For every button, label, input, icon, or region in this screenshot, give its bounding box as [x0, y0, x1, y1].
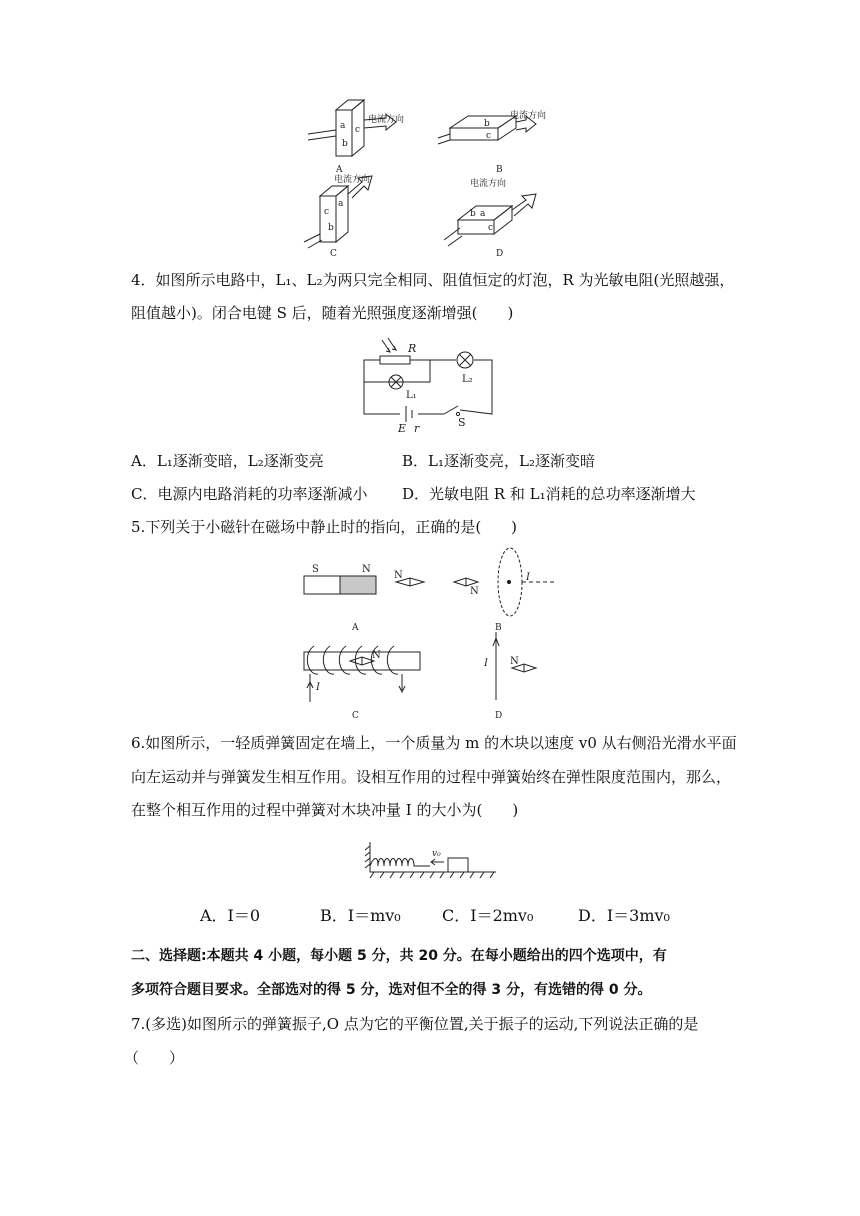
- q4-label-r-resistor: R: [408, 342, 417, 355]
- q5-label-b: B: [495, 623, 502, 633]
- q6-fig-v0: v₀: [432, 849, 441, 859]
- q5-a-needle-n: N: [394, 570, 403, 581]
- q4-stem-line1: 4．如图所示电路中，L₁、L₂为两只完全相同、阻值恒定的灯泡，R 为光敏电阻(光照越强，: [131, 271, 735, 289]
- q4-circuit-diagram: [360, 336, 500, 436]
- fig3-c-face-a: a: [338, 199, 344, 209]
- q6-option-c: C．I＝2mv₀: [442, 906, 534, 925]
- q5-magnet-n: N: [362, 564, 371, 575]
- fig3-c-face-b: b: [328, 223, 334, 233]
- fig3-current-label-c: 电流方向: [334, 175, 371, 185]
- fig3-c-face-c: c: [324, 207, 330, 217]
- fig3-label-c: C: [330, 249, 337, 259]
- q4-option-a: A．L₁逐渐变暗，L₂逐渐变亮: [131, 452, 324, 470]
- q5-magnet-s: S: [312, 564, 319, 575]
- q7-stem: 7.(多选)如图所示的弹簧振子,O 点为它的平衡位置,关于振子的运动,下列说法正确的是: [131, 1015, 699, 1033]
- q4-option-b: B．L₁逐渐变亮，L₂逐渐变暗: [402, 452, 595, 470]
- q6-spring-block-figure: [364, 838, 498, 880]
- q5-compass-figure: [300, 550, 560, 722]
- q4-stem-line2: 阻值越小)。闭合电键 S 后，随着光照强度逐渐增强( ): [131, 304, 514, 322]
- q4-label-e: E: [398, 422, 407, 435]
- q6-stem-line3: 在整个相互作用的过程中弹簧对木块冲量 I 的大小为( ): [131, 801, 519, 819]
- q4-label-r-internal: r: [414, 422, 420, 435]
- q5-b-needle-n: N: [470, 586, 479, 597]
- fig3-d-face-a: a: [480, 209, 486, 219]
- q6-option-d: D．I＝3mv₀: [578, 906, 670, 925]
- q7-paren: （ ）: [124, 1049, 185, 1067]
- q4-label-l1: L₁: [406, 390, 417, 401]
- q5-d-needle-n: N: [510, 656, 519, 667]
- q6-option-a: A．I＝0: [200, 906, 261, 925]
- fig3-label-a: A: [336, 165, 343, 175]
- q5-b-current: I: [526, 572, 530, 583]
- q4-label-l2: L₂: [462, 374, 473, 385]
- q4-option-d: D．光敏电阻 R 和 L₁消耗的总功率逐渐增大: [402, 485, 696, 503]
- fig3-face-b: b: [342, 139, 348, 149]
- section2-line2: 多项符合题目要求。全部选对的得 5 分，选对但不全的得 3 分，有选错的得 0 分。: [131, 982, 652, 998]
- fig3-d-face-c: c: [488, 223, 494, 233]
- q5-label-c: C: [352, 711, 359, 721]
- fig3-label-b: B: [496, 165, 503, 175]
- fig3-face-a: a: [340, 121, 346, 131]
- fig3-current-label-d: 电流方向: [470, 179, 507, 189]
- fig3-current-label-b: 电流方向: [510, 111, 547, 121]
- q5-c-needle-n: N: [372, 650, 381, 661]
- q6-stem-line1: 6.如图所示，一轻质弹簧固定在墙上，一个质量为 m 的木块以速度 v0 从右侧沿光滑水平面: [131, 734, 737, 752]
- fig3-b-face-c: c: [486, 131, 492, 141]
- fig3-b-face-b: b: [484, 119, 490, 129]
- q5-stem: 5.下列关于小磁针在磁场中静止时的指向，正确的是( ): [131, 518, 518, 536]
- fig3-current-label-a: 电流方向: [368, 115, 405, 125]
- q5-c-current: I: [316, 682, 320, 693]
- current-direction-figure: [300, 98, 570, 258]
- fig3-face-c: c: [355, 125, 361, 135]
- fig3-d-face-b: b: [470, 209, 476, 219]
- section2-line1: 二、选择题:本题共 4 小题，每小题 5 分，共 20 分。在每小题给出的四个选项中，有: [131, 948, 667, 964]
- q6-stem-line2: 向左运动并与弹簧发生相互作用。设相互作用的过程中弹簧始终在弹性限度范围内，那么，: [131, 768, 732, 786]
- q5-label-a: A: [352, 623, 359, 633]
- q5-label-d: D: [495, 711, 503, 721]
- q4-label-s: S: [458, 416, 466, 429]
- fig3-label-d: D: [496, 249, 504, 259]
- q4-option-c: C．电源内电路消耗的功率逐渐减小: [131, 485, 368, 503]
- q6-option-b: B．I＝mv₀: [320, 906, 401, 925]
- q5-d-current: I: [484, 658, 488, 669]
